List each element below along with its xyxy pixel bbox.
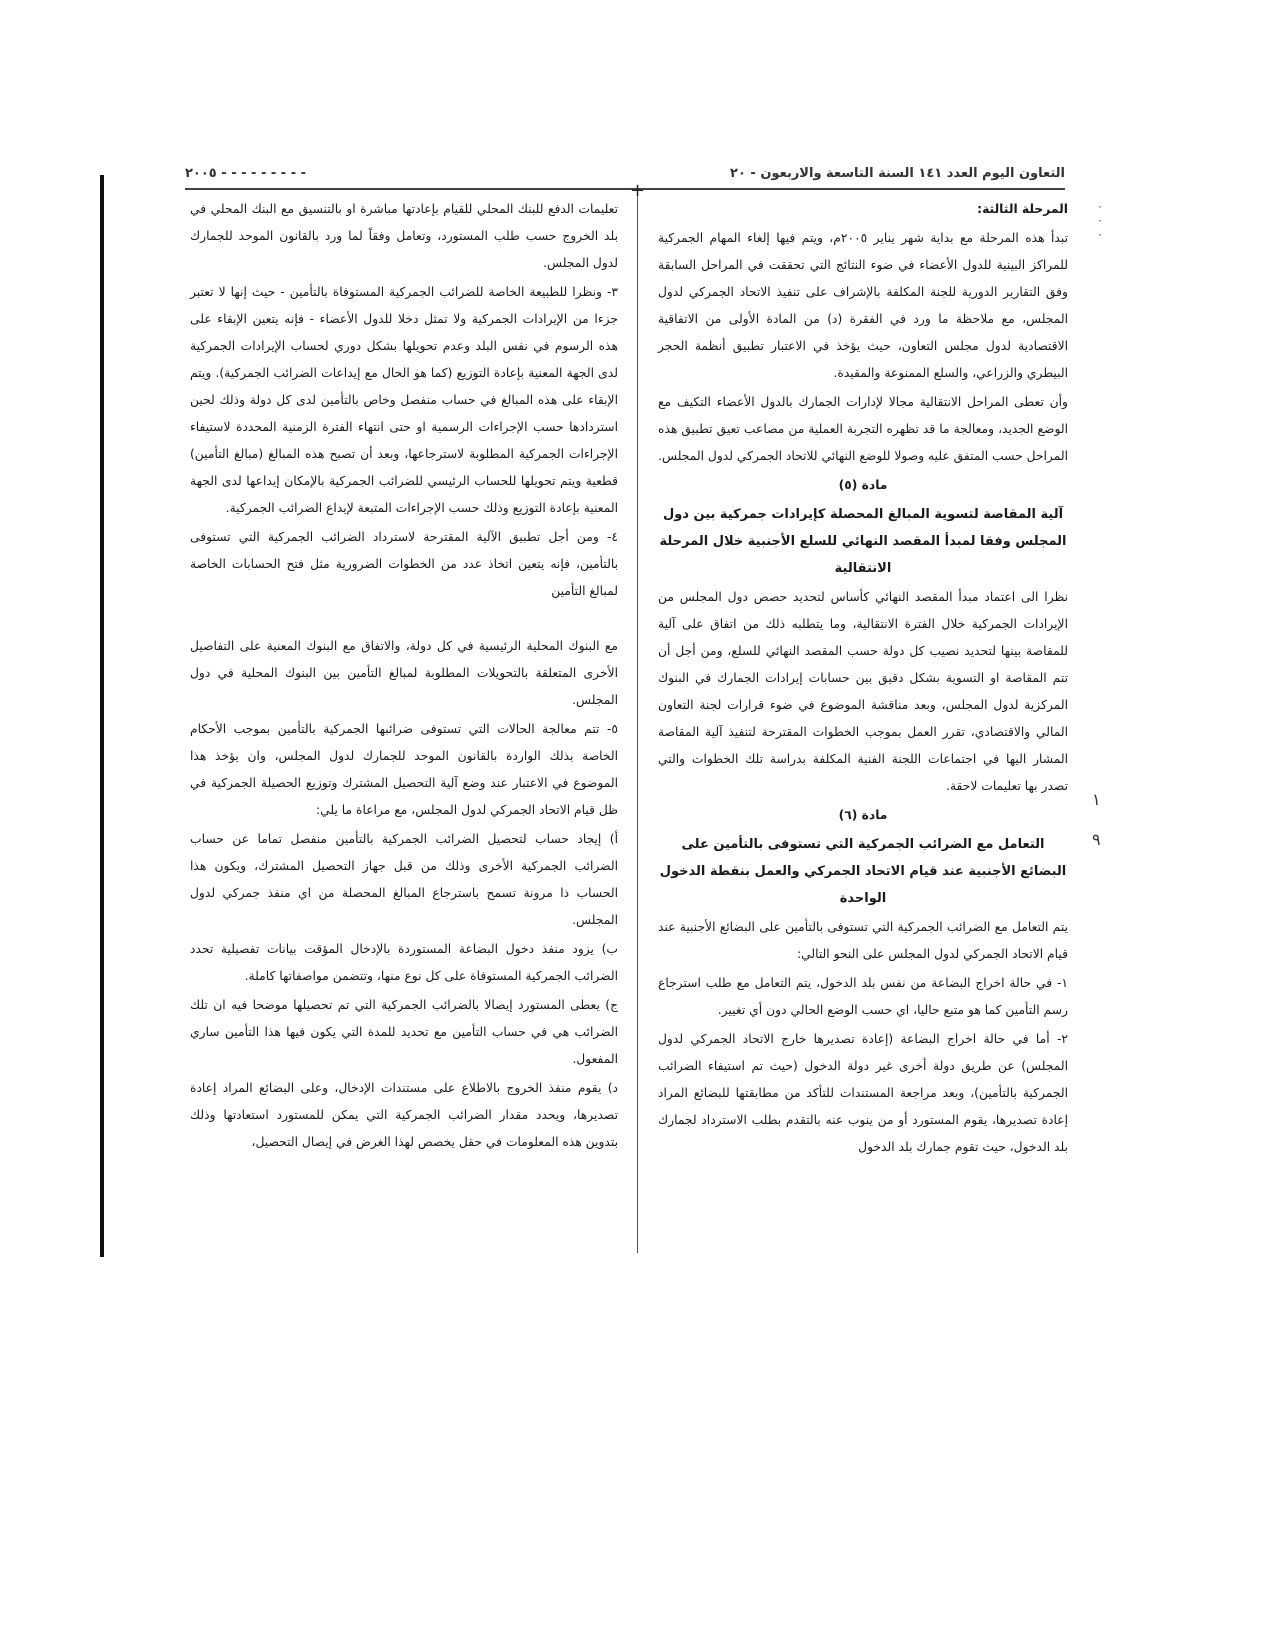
item-5d-paragraph: د) يقوم منفذ الخروج بالاطلاع على مستندات الإدخال، وعلى البضائع المراد إعادة تصديرها، ويحدد مقدار الضرائب الجمركية التي يمكن للمستورد استعادتها وذلك بتدوين هذه المعلومات في حقل يخصص لهذا الغرض في إيصال التحصيل، [190,1081,618,1149]
right-column [658,196,1068,1163]
article-6-heading: التعامل مع الضرائب الجمركية التي تستوفى بالتأمين على البضائع الأجنبية عند قيام الاتحاد الجمركي والعمل بنقطة الدخول الواحدة [659,837,1067,906]
margin-mark-1: ١ [1092,790,1101,809]
scan-edge-bar [100,175,104,1257]
article-6-label: مادة (٦) [838,808,888,822]
column-gap [190,607,618,633]
crop-mark: + [630,180,646,201]
column-divider [637,188,638,1253]
header-publication-info: التعاون اليوم العدد ١٤١ السنة التاسعة والاربعون - ٢٠ [730,166,1065,181]
header-rule [185,188,1065,190]
stage-three-title: المرحلة الثالثة: [977,202,1068,216]
item-4-continued: مع البنوك المحلية الرئيسية في كل دولة، والاتفاق مع البنوك المعنية على التفاصيل الأخرى المتعلقة بالتحويلات المطلوبة لمبالغ التأمين بين البنوك المحلية في دول المجلس. [190,639,618,707]
scan-edge-dots: · · · [1098,200,1102,242]
transition-paragraph: وأن تعطى المراحل الانتقالية مجالا لإدارات الجمارك بالدول الأعضاء التكيف مع الوضع الجديد، ومعالجة ما قد تظهره التجربة العملية من مصاعب تعيق تطبيق هذه المراحل حسب المتفق عليه وصولا للوضع النهائي للاتحاد الجمركي لدول المجلس. [658,395,1068,463]
item-5b-paragraph: ب) يزود منفذ دخول البضاعة المستوردة بالإدخال المؤقت بيانات تفصيلية تحدد الضرائب الجمركية المستوفاة على كل نوع منها، وتتضمن مواصفاتها كاملة. [190,942,618,983]
item-5c-paragraph: ج) يعطى المستورد إيصالا بالضرائب الجمركية التي تم تحصيلها موضحا فيه ان تلك الضرائب هي في حساب التأمين مع تحديد للمدة التي يكون فيها هذا التأمين ساري المفعول. [190,998,618,1066]
item-5a-paragraph: أ) إيجاد حساب لتحصيل الضرائب الجمركية بالتأمين منفصل تماما عن حساب الضرائب الجمركية الأخرى وذلك من قبل جهاز التحصيل المشترك، ويكون هذا الحساب ذا مرونة تسمح باسترجاع المبالغ المحصلة من اي منفذ جمركي لدول المجلس. [190,832,618,927]
article-5-paragraph: نظرا الى اعتماد مبدأ المقصد النهائي كأساس لتحديد حصص دول المجلس من الإيرادات الجمركية خلال الفترة الانتقالية، وما يتطلبه ذلك من اتفاق على آلية للمقاصة بينها لتحديد نصيب كل دولة حسب المقصد النهائي للسلع، ومن أجل أن تتم المقاصة او التسوية بشكل دقيق بين حسابات إيرادات الجمارك في البنوك المركزية لدول المجلس، وبعد مناقشة الموضوع في ضوء قرارات لجنة التعاون المالي والاقتصادي، تقرر العمل بموجب الخطوات المقترحة لتنفيذ آلية المقاصة المشار اليها في اجتماعات اللجنة الفنية المكلفة بدراسة تلك الخطوات والتي تصدر بها تعليمات لاحقة. [658,590,1068,793]
margin-mark-2: ٩ [1092,830,1101,849]
article-5-heading: آلية المقاصة لتسوية المبالغ المحصلة كإيرادات جمركية بين دول المجلس وفقا لمبدأ المقصد النهائي للسلع الأجنبية خلال المرحلة الانتقالية [659,507,1067,576]
item-3-paragraph: ٣- ونظرا للطبيعة الخاصة للضرائب الجمركية المستوفاة بالتأمين - حيث إنها لا تعتبر جزءا من الإيرادات الجمركية ولا تمثل دخلا للدول الأعضاء - فإنه يتعين الإبقاء على هذه الرسوم في نفس البلد وعدم تحويلها بشكل دوري لحساب الإيرادات الجمركية لدى الجهة المعنية بإعادة التوزيع (كما هو الحال مع إيداعات الضرائب الجمركية). ويتم الإبقاء على هذه المبالغ في حساب منفصل وخاص بالتأمين لدى كل دولة وذلك لحين استردادها حسب الإجراءات الرسمية او حتى انتهاء الفترة الزمنية المحددة لاستيفاء الإجراءات الجمركية المطلوبة لاسترجاعها، وبعد أن تصبح هذه المبالغ (مبالغ التأمين) قطعية ويتم تحويلها للحساب الرئيسي للضرائب الجمركية بالإمكان إيداعها لدى الجهة المعنية بإعادة التوزيع وذلك حسب الإجراءات المتبعة لإيداع الضرائب الجمركية. [190,285,618,515]
stage-three-paragraph: تبدأ هذه المرحلة مع بداية شهر يناير ٢٠٠٥م، ويتم فيها إلغاء المهام الجمركية للمراكز البينية للدول الأعضاء في ضوء النتائج التي تحققت في المراحل السابقة وفق التقارير الدورية للجنة المكلفة بالإشراف على تنفيذ الاتحاد الجمركي لدول المجلس، مع ملاحظة ما ورد في الفقرة (د) من المادة الأولى من الاتفاقية الاقتصادية لدول مجلس التعاون، حيث يؤخذ في الاعتبار تطبيق أنظمة الحجر البيطري والزراعي، والسلع الممنوعة والمقيدة. [658,231,1068,380]
article-6-item-2: ٢- أما في حالة اخراج البضاعة (إعادة تصديرها خارج الاتحاد الجمركي لدول المجلس) عن طريق دولة أخرى غير دولة الدخول (حيث تم استيفاء الضرائب الجمركية بالتأمين)، وبعد مراجعة المستندات للتأكد من مطابقتها للبضائع المراد إعادة تصديرها، يقوم المستورد أو من ينوب عنه بالتقدم بطلب الاسترداد لجمارك بلد الدخول، حيث تقوم جمارك بلد الدخول [658,1032,1068,1154]
item-4-paragraph: ٤- ومن أجل تطبيق الآلية المقترحة لاسترداد الضرائب الجمركية التي تستوفى بالتأمين، فإنه يتعين اتخاذ عدد من الخطوات الضرورية مثل فتح الحسابات الخاصة لمبالغ التأمين [190,530,618,598]
left-column [190,196,618,1158]
payment-instructions-paragraph: تعليمات الدفع للبنك المحلي للقيام بإعادتها مباشرة او بالتنسيق مع البنك المحلي في بلد الخروج حسب طلب المستورد، وتعامل وفقاً لما ورد بالقانون الموحد للجمارك لدول المجلس. [190,202,618,270]
item-5-paragraph: ٥- تتم معالجة الحالات التي تستوفى ضرائبها الجمركية بالتأمين بموجب الأحكام الخاصة بذلك الواردة بالقانون الموحد للجمارك لدول المجلس، وان يؤخذ هذا الموضوع في الاعتبار عند وضع آلية التحصيل المشترك وتوزيع الحصيلة الجمركية في ظل قيام الاتحاد الجمركي لدول المجلس، مع مراعاة ما يلي: [190,722,618,817]
page-header [185,163,1065,189]
article-6-intro: يتم التعامل مع الضرائب الجمركية التي تستوفى بالتأمين على البضائع الأجنبية عند قيام الاتحاد الجمركي لدول المجلس على النحو التالي: [658,920,1068,961]
article-6-item-1: ١- في حالة اخراج البضاعة من نفس بلد الدخول، يتم التعامل مع طلب استرجاع رسم التأمين كما هو متبع حاليا، اي حسب الوضع الحالي دون أي تغيير. [658,976,1068,1017]
header-issue-date: - - - - - - - - - ٢٠٠٥ [185,166,307,181]
article-5-label: مادة (٥) [838,478,888,492]
